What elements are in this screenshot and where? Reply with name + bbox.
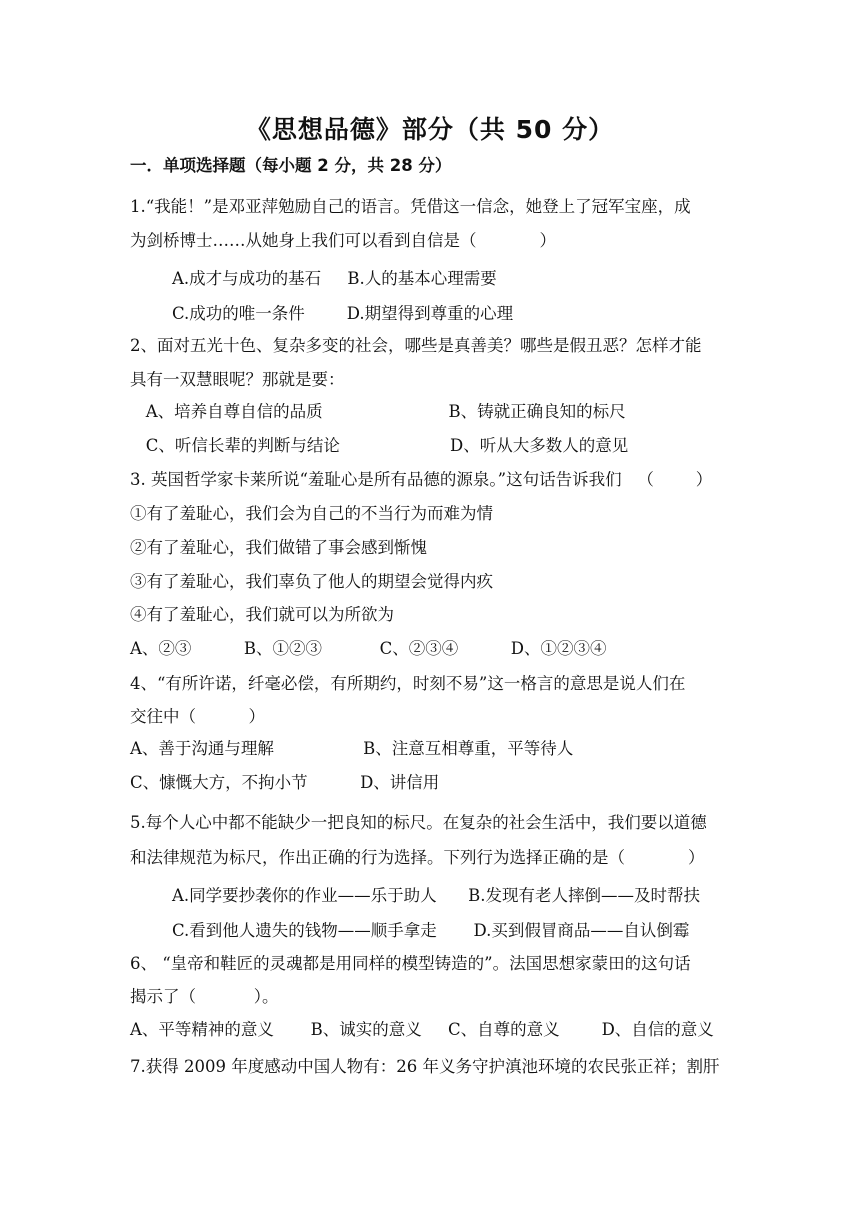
- question-4-options-cd: C、慷慨大方，不拘小节 D、讲信用: [130, 773, 440, 792]
- question-5-line-2: 和法律规范为标尺，作出正确的行为选择。下列行为选择正确的是（ ）: [130, 848, 705, 867]
- question-5-options-ab: A.同学要抄袭你的作业——乐于助人 B.发现有老人摔倒——及时帮扶: [130, 886, 700, 905]
- question-3-options: A、②③ B、①②③ C、②③④ D、①②③④: [130, 639, 607, 658]
- section-heading: 一．单项选择题（每小题 2 分，共 28 分）: [130, 156, 452, 175]
- question-6-line-2: 揭示了（ ）。: [130, 987, 279, 1006]
- question-5-options-cd: C.看到他人遗失的钱物——顺手拿走 D.买到假冒商品——自认倒霉: [130, 921, 690, 940]
- question-1-line-1: 1.“我能！”是邓亚萍勉励自己的语言。凭借这一信念，她登上了冠军宝座，成: [130, 197, 691, 216]
- question-4-options-ab: A、善于沟通与理解 B、注意互相尊重，平等待人: [130, 739, 574, 758]
- question-7-line-1: 7.获得 2009 年度感动中国人物有：26 年义务守护滇池环境的农民张正祥；割肝: [130, 1057, 720, 1076]
- question-4-line-2: 交往中（ ）: [130, 707, 265, 726]
- question-4-line-1: 4、“有所许诺，纤毫必偿，有所期约，时刻不易”这一格言的意思是说人们在: [130, 674, 686, 693]
- question-1-options-ab: A.成才与成功的基石 B.人的基本心理需要: [130, 269, 497, 288]
- question-3-statement-2: ②有了羞耻心，我们做错了事会感到惭愧: [130, 538, 427, 557]
- page-title: 《思想品德》部分（共 50 分）: [245, 115, 615, 144]
- question-3-statement-4: ④有了羞耻心，我们就可以为所欲为: [130, 605, 394, 624]
- question-2-line-2: 具有一双慧眼呢？那就是要：: [130, 370, 345, 389]
- question-5-line-1: 5.每个人心中都不能缺少一把良知的标尺。在复杂的社会生活中，我们要以道德: [130, 813, 707, 832]
- question-1-options-cd: C.成功的唯一条件 D.期望得到尊重的心理: [130, 304, 514, 323]
- question-6-options: A、平等精神的意义 B、诚实的意义 C、自尊的意义 D、自信的意义: [130, 1020, 714, 1039]
- question-2-line-1: 2、面对五光十色、复杂多变的社会，哪些是真善美？哪些是假丑恶？怎样才能: [130, 336, 702, 355]
- question-1-line-2: 为剑桥博士……从她身上我们可以看到自信是（ ）: [130, 231, 556, 250]
- question-3-stem: 3. 英国哲学家卡莱所说“羞耻心是所有品德的源泉。”这句话告诉我们 （ ）: [130, 470, 713, 489]
- question-6-line-1: 6、 “皇帝和鞋匠的灵魂都是用同样的模型铸造的”。法国思想家蒙田的这句话: [130, 954, 691, 973]
- question-3-statement-1: ①有了羞耻心，我们会为自己的不当行为而难为情: [130, 504, 493, 523]
- question-2-options-ab: A、培养自尊自信的品质 B、铸就正确良知的标尺: [130, 402, 626, 421]
- question-3-statement-3: ③有了羞耻心，我们辜负了他人的期望会觉得内疚: [130, 572, 493, 591]
- question-2-options-cd: C、听信长辈的判断与结论 D、听从大多数人的意见: [130, 436, 629, 455]
